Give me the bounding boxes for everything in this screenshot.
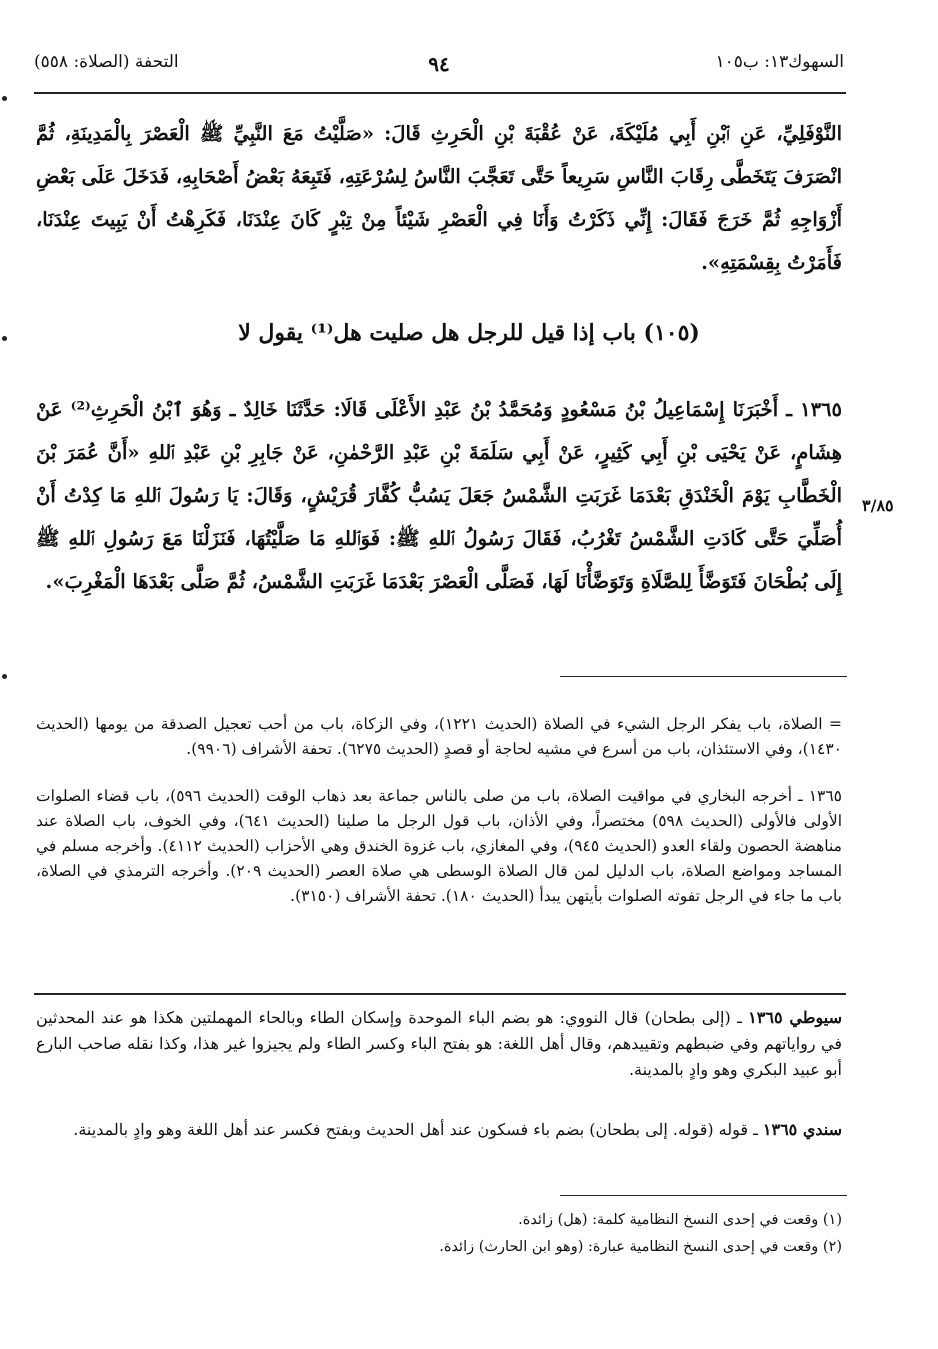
chapter-title: (١٠٥) باب إذا قيل للرجل هل صليت هل⁽¹⁾ يقول لا: [238, 320, 700, 346]
page-number: ٩٤: [428, 52, 450, 76]
hadith-1365-text: ١٣٦٥ ـ أَخْبَرَنَا إِسْمَاعِيلُ بْنُ مَسْعُودٍ وَمُحَمَّدُ بْنُ عَبْدِ الأَعْلَى قَالَا: حَدَّثَنَا خَالِدٌ ـ وَهُوَ ٱبْنُ الْحَرِثِ⁽²⁾ عَنْ هِشَامٍ، عَنْ يَحْيَى بْنِ أَبِي كَثِيرٍ، عَنْ أَبِي سَلَمَةَ بْنِ عَبْدِ الرَّحْمٰنِ، عَنْ جَابِرِ بْنِ عَبْدِ ٱللهِ «أَنَّ عُمَرَ بْنَ الْخَطَّابِ يَوْمَ الْخَنْدَقِ بَعْدَمَا غَرَبَتِ الشَّمْسُ جَعَلَ يَسُبُّ كُفَّارَ قُرَيْشٍ، وَقَالَ: يَا رَسُولَ ٱللهِ مَا كِدْتُ أَنْ أُصَلِّيَ حَتَّى كَادَتِ الشَّمْسُ تَغْرُبُ، فَقَالَ رَسُولُ ٱللهِ ﷺ: فَوَٱللهِ مَا صَلَّيْتُهَا، فَنَزَلْنَا مَعَ رَسُولِ ٱللهِ ﷺ إِلَى بُطْحَانَ فَتَوَضَّأَ لِلصَّلَاةِ وَتَوَضَّأْنَا لَهَا، فَصَلَّى الْعَصْرَ بَعْدَمَا غَرَبَتِ الشَّمْسُ، ثُمَّ صَلَّى بَعْدَهَا الْمَغْرِبَ».: [36, 398, 843, 593]
footnote-1365-takhrij: ١٣٦٥ ـ أخرجه البخاري في مواقيت الصلاة، باب من صلى بالناس جماعة بعد ذهاب الوقت (الحديث ٥٩٦)، باب قضاء الصلوات الأولى فالأولى (الحديث ٥٩٨) مختصراً، وفي الأذان، باب قول الرجل ما صلينا (الحديث ٦٤١)، وفي الخوف، باب الصلاة عند مناهضة الحصون ولقاء العدو (الحديث ٩٤٥)، وفي المغازي، باب غزوة الخندق وهي الأحزاب (الحديث ٤١١٢). وأخرجه مسلم في المساجد ومواضع الصلاة، باب الدليل لمن قال الصلاة الوسطى هي صلاة العصر (الحديث ٢٠٩). وأخرجه الترمذي في الصلاة، باب ما جاء في الرجل تفوته الصلوات بأيتهن يبدأ (الحديث ١٨٠). تحفة الأشراف (٣١٥٠).: [36, 787, 843, 905]
commentary-suyuti: [36, 1005, 842, 1083]
variant-note-1: (١) وقعت في إحدى النسخ النظامية كلمة: (هل) زائدة.: [518, 1212, 842, 1228]
commentary-text: ـ قوله (قوله. إلى بطحان) بضم باء فسكون عند أهل الحديث وبفتح فكسر عند أهل اللغة وهو وادٍ بالمدينة.: [73, 1120, 763, 1139]
commentary-text: ـ (إلى بطحان) قال النووي: هو بضم الباء الموحدة وإسكان الطاء وبالحاء المهملتين هكذا هو عند المحدثين في رواياتهم وفي ضبطهم وتقييدهم، وقال أهل اللغة: هو بفتح الباء وكسر الطاء ولم يجيزوا غير هذا، وكذا نقله صاحب البارع أبو عبيد البكري وهو وادٍ بالمدينة.: [36, 1008, 842, 1079]
header-rule: [34, 92, 846, 94]
commentary-sindi: [36, 1117, 842, 1143]
scan-mark: [2, 96, 7, 101]
commentary-label: سيوطي ١٣٦٥: [748, 1008, 842, 1027]
manuscript-ref: السهوك١٣: ب١٠٥: [715, 52, 844, 72]
commentary-label: سندي ١٣٦٥: [762, 1120, 842, 1139]
margin-reference: ٣/٨٥: [862, 496, 894, 515]
hadith-text-continued: النَّوْفَلِيِّ، عَنِ ٱبْنِ أَبِي مُلَيْكَةَ، عَنْ عُقْبَةَ بْنِ الْحَرِثِ قَالَ: «صَلَّيْتُ مَعَ النَّبِيِّ ﷺ الْعَصْرَ بِالْمَدِينَةِ، ثُمَّ انْصَرَفَ يَتَخَطَّى رِقَابَ النَّاسِ سَرِيعاً حَتَّى تَعَجَّبَ النَّاسُ لِسُرْعَتِهِ، فَتَبِعَهُ بَعْضُ أَصْحَابِهِ، فَدَخَلَ عَلَى بَعْضِ أَزْوَاجِهِ ثُمَّ خَرَجَ فَقَالَ: إِنِّي ذَكَرْتُ وَأَنَا فِي الْعَصْرِ شَيْئاً مِنْ تِبْرٍ كَانَ عِنْدَنَا، فَكَرِهْتُ أَنْ يَبِيتَ عِنْدَنَا، فَأَمَرْتُ بِقِسْمَتِهِ».: [36, 122, 842, 274]
scan-mark: [2, 674, 7, 679]
running-header: [34, 52, 844, 82]
notes-separator: [560, 1195, 847, 1196]
commentary-rule: [34, 993, 846, 995]
tuhfa-ref: التحفة (الصلاة: ٥٥٨): [34, 52, 179, 72]
footnote-continued: = الصلاة، باب يفكر الرجل الشيء في الصلاة (الحديث ١٢٢١)، وفي الزكاة، باب من أحب تعجيل الصدقة من يومها (الحديث ١٤٣٠)، وفي الاستئذان، باب من أسرع في مشيه لحاجة أو قصدٍ (الحديث ٦٢٧٥). تحفة الأشراف (٩٩٠٦).: [36, 715, 842, 758]
scan-mark: [2, 336, 7, 341]
variant-note-2: (٢) وقعت في إحدى النسخ النظامية عبارة: (وهو ابن الحارث) زائدة.: [439, 1239, 842, 1255]
text-separator: [560, 676, 847, 677]
